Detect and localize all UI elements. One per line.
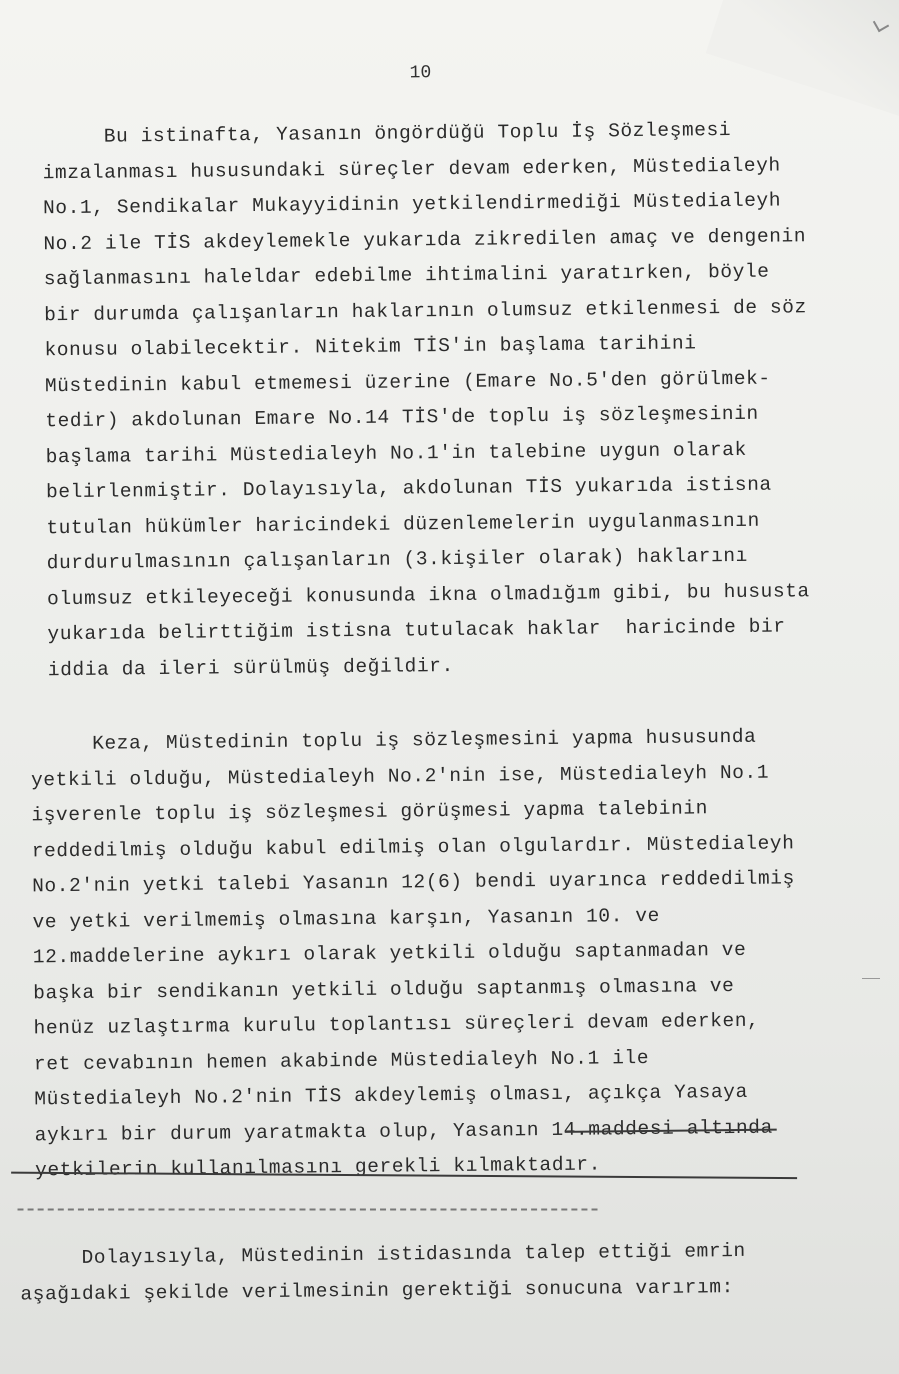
text-line: henüz uzlaştırma kurulu toplantısı süreçleri devam ederken,	[33, 1009, 760, 1040]
text-line: Bu istinafta, Yasanın öngördüğü Toplu İş Sözleşmesi	[42, 119, 732, 149]
text-line: No.2 ile TİS akdeylemekle yukarıda zikredilen amaç ve dengenin	[43, 224, 807, 255]
page-number: 10	[409, 63, 432, 84]
text-line: ve yetki verilmemiş olmasına karşın, Yasanın 10. ve	[32, 904, 660, 933]
text-line: olumsuz etkileyeceği konusunda ikna olmadığım gibi, bu hususta	[47, 579, 810, 610]
text-line: Müstedinin kabul etmemesi üzerine (Emare No.5'den görülmek-	[44, 367, 771, 397]
text-line: reddedilmiş olduğu kabul edilmiş olan olgulardır. Müstedialeyh	[31, 831, 795, 862]
text-line: başlama tarihi Müstedialeyh No.1'in talebine uygun olarak	[45, 438, 747, 468]
text-line: aşağıdaki şekilde verilmesinin gerektiği sonucuna varırım:	[20, 1275, 734, 1306]
text-line: Müstedialeyh No.2'nin TİS akdeylemiş olması, açıkça Yasaya	[34, 1080, 748, 1111]
text-line: bir durumda çalışanların haklarının olumsuz etkilenmesi de söz	[44, 295, 807, 326]
text-line: belirlenmiştir. Dolayısıyla, akdolunan TİS yukarıda istisna	[45, 473, 772, 504]
text-line: başka bir sendikanın yetkili olduğu saptanmış olmasına ve	[33, 974, 735, 1004]
text-line: yetkilerin kullanılmasını gerekli kılmaktadır.	[34, 1153, 602, 1182]
text-line: No.2'nin yetki talebi Yasanın 12(6) bendi uyarınca reddedilmiş	[32, 867, 795, 898]
paragraph-1	[42, 112, 868, 689]
handwritten-underline	[18, 1209, 598, 1211]
text-line: Keza, Müstedinin toplu iş sözleşmesini yapma hususunda	[30, 725, 757, 756]
text-line: imzalanması hususundaki süreçler devam ederken, Müstedialeyh	[42, 154, 781, 184]
text-line: iddia da ileri sürülmüş değildir.	[47, 654, 454, 681]
text-line: sağlanmasını haleldar edebilme ihtimalini yaratırken, böyle	[43, 260, 770, 291]
text-line: durdurulmasının çalışanların (3.kişiler olarak) haklarını	[46, 544, 749, 575]
text-line: ret cevabının hemen akabinde Müstedialeyh No.1 ile	[33, 1046, 650, 1075]
text-line: işverenle toplu iş sözleşmesi görüşmesi yapma talebinin	[31, 797, 709, 827]
text-line: konusu olabilecektir. Nitekim TİS'in başlama tarihini	[44, 332, 697, 362]
text-line: yetkili olduğu, Müstedialeyh No.2'nin ise, Müstedialeyh No.1	[30, 761, 770, 791]
text-line: 12.maddelerine aykırı olarak yetkili olduğu saptanmadan ve	[32, 938, 747, 969]
paragraph-2	[30, 719, 855, 1189]
text-line: yukarıda belirttiğim istisna tutulacak haklar haricinde bir	[47, 615, 786, 646]
text-line: Dolayısıyla, Müstedinin istidasında talep ettiği emrin	[19, 1239, 746, 1270]
text-line: aykırı bir durum yaratmakta olup, Yasanın 14.maddesi altında	[34, 1116, 773, 1146]
paragraph-3	[20, 1233, 841, 1313]
text-line: tutulan hükümler haricindeki düzenlemelerin uygulanmasının	[46, 509, 760, 539]
text-line: tedir) akdolunan Emare No.14 TİS'de toplu iş sözleşmesinin	[45, 402, 759, 433]
text-line: No.1, Sendikalar Mukayyidinin yetkilendirmediği Müstedialeyh	[42, 189, 782, 220]
